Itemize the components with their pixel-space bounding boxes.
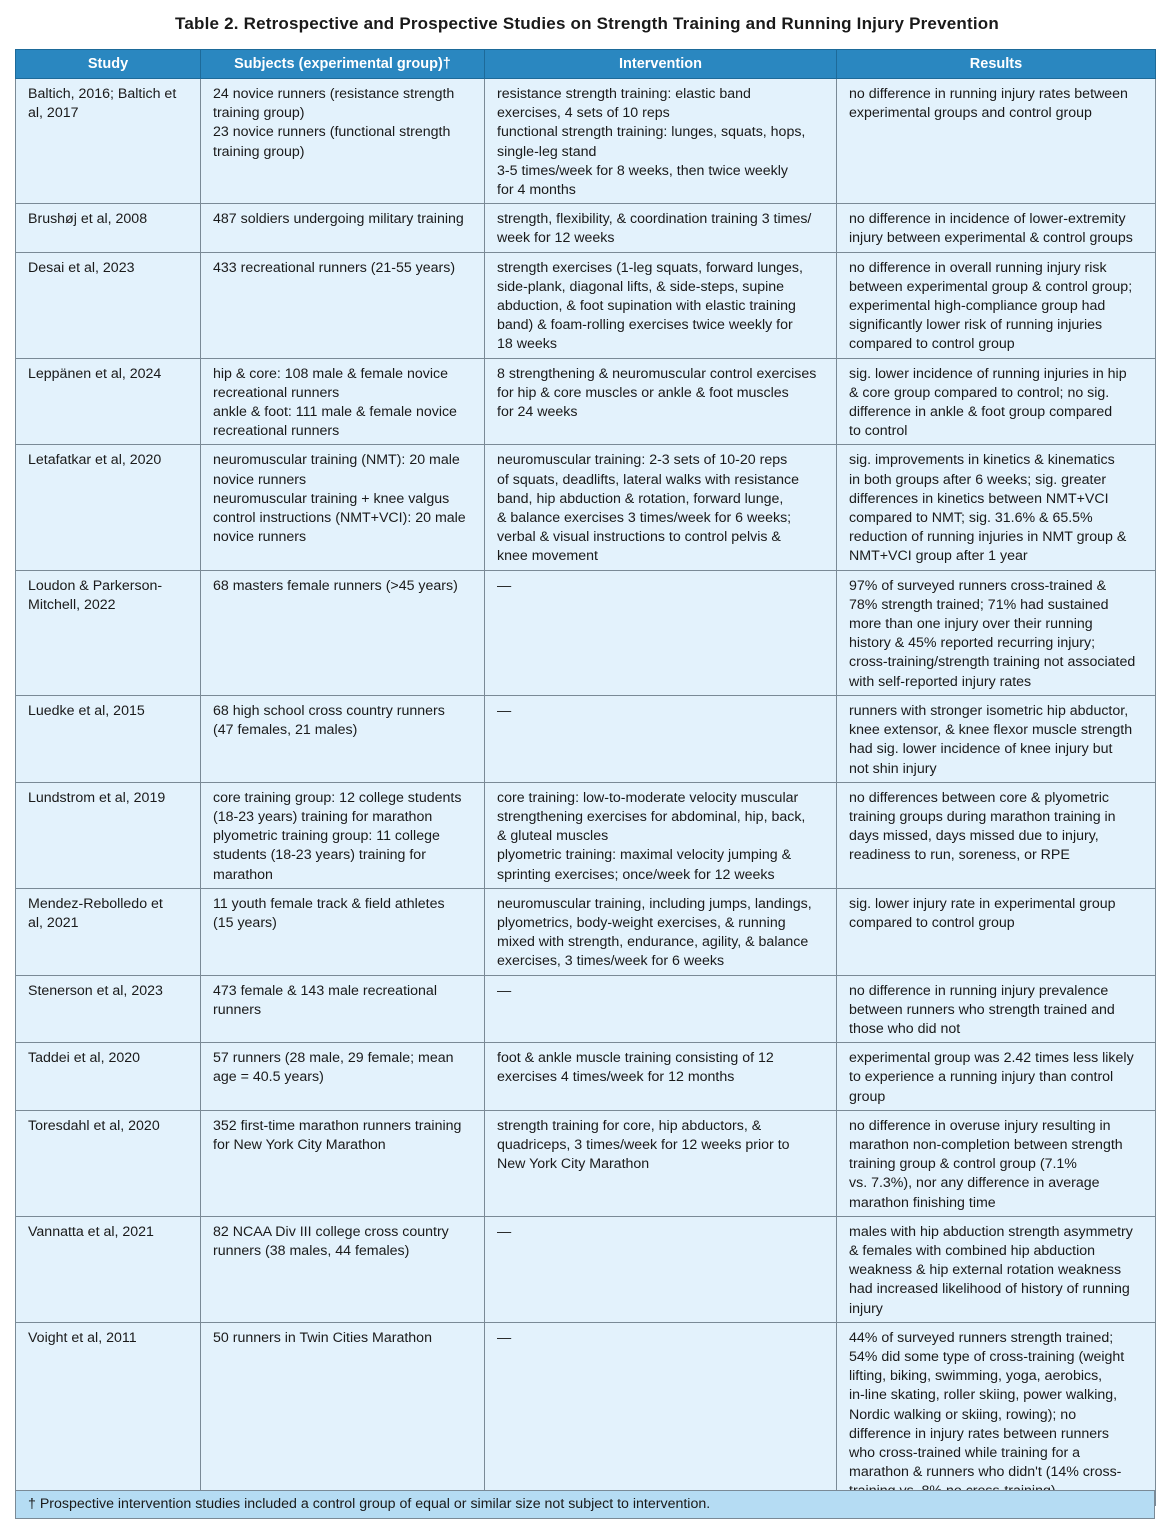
cell-text-line: compared to control group <box>849 336 1015 353</box>
cell-text-line: 11 youth female track & field athletes <box>213 895 445 912</box>
cell-text-line: mixed with strength, endurance, agility, & balance <box>497 934 809 951</box>
cell-text-line: & core group compared to control; no sig. <box>849 384 1110 401</box>
results-cell <box>837 1110 1156 1216</box>
cell-text-line: for hip & core muscles or ankle & foot muscles <box>497 384 789 401</box>
cell-text-line: & gluteal muscles <box>497 828 609 845</box>
intervention-cell <box>485 252 837 358</box>
cell-text-line: hip & core: 108 male & female novice <box>213 365 449 382</box>
cell-text-line: Mitchell, 2022 <box>28 596 116 613</box>
subjects-cell <box>201 1043 485 1111</box>
subjects-cell <box>201 782 485 888</box>
cell-text-line: single-leg stand <box>497 143 597 160</box>
cell-text-line: males with hip abduction strength asymmetry <box>849 1223 1133 1240</box>
cell-text-line: neuromuscular training + knee valgus <box>213 490 450 507</box>
subjects-cell <box>201 695 485 782</box>
results-cell <box>837 358 1156 445</box>
cell-text-line: resistance strength training: elastic band <box>497 86 751 102</box>
cell-text-line: difference in ankle & foot group compared <box>849 404 1113 421</box>
cell-text-line: neuromuscular training, including jumps, landings, <box>497 895 812 912</box>
cell-text-line: training group) <box>213 143 305 160</box>
study-cell <box>16 695 201 782</box>
cell-text-line: more than one injury over their running <box>849 616 1093 633</box>
cell-text-line: quadriceps, 3 times/week for 12 weeks prior to <box>497 1136 790 1153</box>
cell-text-line: sig. improvements in kinetics & kinematics <box>849 452 1115 469</box>
study-cell <box>16 204 201 252</box>
subjects-cell <box>201 1322 485 1505</box>
cell-text-line: 487 soldiers undergoing military training <box>213 211 464 228</box>
cell-text-line: 68 masters female runners (>45 years) <box>213 577 458 594</box>
cell-text-line: significantly lower risk of running injuries <box>849 317 1103 334</box>
cell-text-line: vs. 7.3%), nor any difference in average <box>849 1175 1100 1192</box>
cell-text-line: 433 recreational runners (21-55 years) <box>213 259 456 276</box>
cell-text-line: experimental group was 2.42 times less likely <box>849 1050 1134 1067</box>
cell-text-line: Vannatta et al, 2021 <box>28 1223 154 1240</box>
cell-text-line: Lundstrom et al, 2019 <box>28 789 166 806</box>
cell-text-line: recreational runners <box>213 423 340 440</box>
cell-text-line: Luedke et al, 2015 <box>28 702 145 719</box>
cell-text-line: week for 12 weeks <box>497 230 615 247</box>
table-row <box>16 358 1156 445</box>
cell-text-line: injury <box>849 1300 883 1317</box>
cell-text-line: — <box>497 982 512 999</box>
cell-text-line: to experience a running injury than control <box>849 1069 1114 1086</box>
cell-text-line: training groups during marathon training in <box>849 808 1116 825</box>
cell-text-line: control instructions (NMT+VCI): 20 male <box>213 510 466 527</box>
cell-text-line: runners (38 males, 44 females) <box>213 1242 410 1259</box>
cell-text-line: New York City Marathon <box>497 1156 650 1173</box>
intervention-cell <box>485 1043 837 1111</box>
subjects-cell <box>201 445 485 570</box>
cell-text-line: — <box>497 1223 512 1240</box>
subjects-cell <box>201 252 485 358</box>
intervention-cell <box>485 570 837 695</box>
cell-text-line: between experimental group & control group; <box>849 278 1133 295</box>
cell-text-line: runners with stronger isometric hip abductor, <box>849 702 1129 719</box>
cell-text-line: compared to control group <box>849 914 1015 931</box>
table-row <box>16 204 1156 252</box>
cell-text-line: not shin injury <box>849 760 937 777</box>
cell-text-line: to control <box>849 423 908 440</box>
cell-text-line: for New York City Marathon <box>213 1136 386 1153</box>
study-cell <box>16 782 201 888</box>
cell-text-line: Desai et al, 2023 <box>28 259 135 276</box>
cell-text-line: training group & control group (7.1% <box>849 1156 1077 1173</box>
cell-text-line: Stenerson et al, 2023 <box>28 982 163 999</box>
intervention-cell <box>485 1216 837 1322</box>
intervention-cell <box>485 695 837 782</box>
cell-text-line: no difference in running injury prevalence <box>849 982 1109 999</box>
table-body <box>16 79 1156 1506</box>
cell-text-line: in both groups after 6 weeks; sig. greater <box>849 471 1107 488</box>
intervention-cell <box>485 888 837 975</box>
cell-text-line: between runners who strength trained and <box>849 1001 1115 1018</box>
cell-text-line: (15 years) <box>213 914 277 931</box>
cell-text-line: 44% of surveyed runners strength trained; <box>849 1329 1114 1346</box>
cell-text-line: neuromuscular training (NMT): 20 male <box>213 452 460 469</box>
intervention-cell <box>485 79 837 204</box>
study-cell <box>16 252 201 358</box>
cell-text-line: in-line skating, roller skiing, power walking, <box>849 1387 1118 1404</box>
cell-text-line: Letafatkar et al, 2020 <box>28 452 162 469</box>
cell-text-line: strengthening exercises for abdominal, hip, back, <box>497 808 806 825</box>
table-row <box>16 695 1156 782</box>
cell-text-line: experimental high-compliance group had <box>849 298 1106 315</box>
cell-text-line: injury between experimental & control groups <box>849 230 1133 247</box>
subjects-cell <box>201 570 485 695</box>
study-cell <box>16 1216 201 1322</box>
results-cell <box>837 888 1156 975</box>
cell-text-line: ankle & foot: 111 male & female novice <box>213 404 457 421</box>
table-row <box>16 975 1156 1043</box>
results-cell <box>837 1043 1156 1111</box>
cell-text-line: knee movement <box>497 548 598 565</box>
cell-text-line: al, 2021 <box>28 914 79 931</box>
cell-text-line: (18-23 years) training for marathon <box>213 808 433 825</box>
results-cell <box>837 79 1156 204</box>
cell-text-line: & balance exercises 3 times/week for 6 weeks; <box>497 510 792 527</box>
intervention-cell <box>485 1110 837 1216</box>
subjects-cell <box>201 79 485 204</box>
table-row <box>16 445 1156 570</box>
results-cell <box>837 252 1156 358</box>
cell-text-line: days missed, days missed due to injury, <box>849 828 1099 845</box>
cell-text-line: Brushøj et al, 2008 <box>28 211 148 228</box>
cell-text-line: no difference in incidence of lower-extremity <box>849 211 1126 228</box>
cell-text-line: had increased likelihood of history of running <box>849 1281 1130 1298</box>
cell-text-line: verbal & visual instructions to control pelvis & <box>497 529 781 546</box>
cell-text-line: Baltich, 2016; Baltich et <box>28 86 177 102</box>
subjects-cell <box>201 975 485 1043</box>
cell-text-line: marathon finishing time <box>849 1194 996 1211</box>
results-cell <box>837 1322 1156 1505</box>
study-cell <box>16 1043 201 1111</box>
study-cell <box>16 79 201 204</box>
table-row <box>16 888 1156 975</box>
cell-text-line: runners <box>213 1001 262 1018</box>
study-cell <box>16 1322 201 1505</box>
cell-text-line: 352 first-time marathon runners training <box>213 1117 462 1134</box>
table-row <box>16 782 1156 888</box>
cell-text-line: & females with combined hip abduction <box>849 1242 1096 1259</box>
cell-text-line: strength, flexibility, & coordination training 3 times/ <box>497 211 812 228</box>
results-cell <box>837 975 1156 1043</box>
subjects-cell <box>201 358 485 445</box>
cell-text-line: history & 45% reported recurring injury; <box>849 635 1096 652</box>
column-header-study: Study <box>16 50 201 79</box>
intervention-cell <box>485 358 837 445</box>
cell-text-line: no difference in overall running injury risk <box>849 259 1107 276</box>
table-row <box>16 1110 1156 1216</box>
cell-text-line: neuromuscular training: 2-3 sets of 10-20 reps <box>497 452 788 469</box>
cell-text-line: for 4 months <box>497 182 576 199</box>
cell-text-line: core training group: 12 college students <box>213 789 462 806</box>
cell-text-line: 18 weeks <box>497 336 557 353</box>
cell-text-line: exercises 4 times/week for 12 months <box>497 1069 735 1086</box>
intervention-cell <box>485 204 837 252</box>
cell-text-line: 57 runners (28 male, 29 female; mean <box>213 1050 454 1067</box>
intervention-cell <box>485 782 837 888</box>
cell-text-line: marathon & runners who didn't (14% cross- <box>849 1464 1122 1481</box>
study-cell <box>16 1110 201 1216</box>
cell-text-line: with self-reported injury rates <box>849 673 1032 690</box>
cell-text-line: Toresdahl et al, 2020 <box>28 1117 160 1134</box>
cell-text-line: strength exercises (1-leg squats, forward lunges, <box>497 259 803 276</box>
cell-text-line: novice runners <box>213 471 307 488</box>
cell-text-line: marathon non-completion between strength <box>849 1136 1123 1153</box>
table-row <box>16 79 1156 204</box>
cell-text-line: 473 female & 143 male recreational <box>213 982 437 999</box>
cell-text-line: no difference in overuse injury resulting in <box>849 1117 1111 1134</box>
cell-text-line: (47 females, 21 males) <box>213 722 358 739</box>
cell-text-line: abduction, & foot supination with elastic training <box>497 298 796 315</box>
column-header-results: Results <box>837 50 1156 79</box>
table-row <box>16 1322 1156 1505</box>
studies-table <box>15 49 1156 1506</box>
cell-text-line: 97% of surveyed runners cross-trained & <box>849 577 1107 594</box>
cell-text-line: Taddei et al, 2020 <box>28 1050 141 1067</box>
cell-text-line: training group) <box>213 105 305 122</box>
cell-text-line: — <box>497 702 512 719</box>
cell-text-line: 82 NCAA Div III college cross country <box>213 1223 449 1240</box>
cell-text-line: 24 novice runners (resistance strength <box>213 86 455 102</box>
study-cell <box>16 888 201 975</box>
study-cell <box>16 570 201 695</box>
table-header-row <box>16 50 1156 79</box>
results-cell <box>837 695 1156 782</box>
column-header-intervention: Intervention <box>485 50 837 79</box>
column-header-subjects: Subjects (experimental group)† <box>201 50 485 79</box>
cell-text-line: no difference in running injury rates between <box>849 86 1128 102</box>
cell-text-line: sig. lower incidence of running injuries in hip <box>849 365 1127 382</box>
cell-text-line: plyometrics, body-weight exercises, & running <box>497 914 786 931</box>
results-cell <box>837 782 1156 888</box>
cell-text-line: exercises, 3 times/week for 6 weeks <box>497 953 725 970</box>
table-footnote: † Prospective intervention studies included a control group of equal or similar size not subject to intervention. <box>15 1490 1155 1519</box>
table-row <box>16 1216 1156 1322</box>
results-cell <box>837 445 1156 570</box>
cell-text-line: — <box>497 577 512 594</box>
table-row <box>16 570 1156 695</box>
intervention-cell <box>485 445 837 570</box>
cell-text-line: Nordic walking or skiing, rowing); no <box>849 1406 1077 1423</box>
cell-text-line: 54% did some type of cross-training (weight <box>849 1348 1125 1365</box>
cell-text-line: group <box>849 1088 886 1105</box>
subjects-cell <box>201 204 485 252</box>
results-cell <box>837 570 1156 695</box>
cell-text-line: Leppänen et al, 2024 <box>28 365 162 382</box>
cell-text-line: NMT+VCI group after 1 year <box>849 548 1028 565</box>
cell-text-line: students (18-23 years) training for <box>213 847 426 864</box>
cell-text-line: sprinting exercises; once/week for 12 weeks <box>497 866 775 883</box>
cell-text-line: recreational runners <box>213 384 340 401</box>
cell-text-line: plyometric training: maximal velocity jumping & <box>497 847 792 864</box>
cell-text-line: of squats, deadlifts, lateral walks with resistance <box>497 471 800 488</box>
cell-text-line: no differences between core & plyometric <box>849 789 1109 806</box>
cell-text-line: 8 strengthening & neuromuscular control exercises <box>497 365 817 382</box>
cell-text-line: strength training for core, hip abductors, & <box>497 1117 762 1134</box>
cell-text-line: plyometric training group: 11 college <box>213 828 440 845</box>
cell-text-line: band, hip abduction & rotation, forward lunge, <box>497 490 784 507</box>
subjects-cell <box>201 1216 485 1322</box>
table-row <box>16 252 1156 358</box>
cell-text-line: band) & foam-rolling exercises twice weekly for <box>497 317 793 334</box>
cell-text-line: — <box>497 1329 512 1346</box>
cell-text-line: 78% strength trained; 71% had sustained <box>849 596 1109 613</box>
cell-text-line: al, 2017 <box>28 105 79 122</box>
table-title: Table 2. Retrospective and Prospective Studies on Strength Training and Running Injury Prevention <box>175 14 999 33</box>
cell-text-line: sig. lower injury rate in experimental group <box>849 895 1116 912</box>
cell-text-line: 68 high school cross country runners <box>213 702 445 719</box>
cell-text-line: differences in kinetics between NMT+VCI <box>849 490 1109 507</box>
cell-text-line: foot & ankle muscle training consisting of 12 <box>497 1050 774 1067</box>
subjects-cell <box>201 1110 485 1216</box>
cell-text-line: exercises, 4 sets of 10 reps <box>497 105 670 122</box>
cell-text-line: functional strength training: lunges, squats, hops, <box>497 124 806 141</box>
cell-text-line: lifting, biking, swimming, yoga, aerobics, <box>849 1368 1103 1385</box>
cell-text-line: difference in injury rates between runners <box>849 1425 1109 1442</box>
cell-text-line: knee extensor, & knee flexor muscle strength <box>849 722 1133 739</box>
cell-text-line: 50 runners in Twin Cities Marathon <box>213 1329 432 1346</box>
study-cell <box>16 975 201 1043</box>
cell-text-line: Voight et al, 2011 <box>28 1329 137 1346</box>
results-cell <box>837 1216 1156 1322</box>
subjects-cell <box>201 888 485 975</box>
cell-text-line: had sig. lower incidence of knee injury but <box>849 741 1113 758</box>
cell-text-line: Mendez-Rebolledo et <box>28 895 163 912</box>
intervention-cell <box>485 1322 837 1505</box>
study-cell <box>16 358 201 445</box>
cell-text-line: side-plank, diagonal lifts, & side-steps, supine <box>497 278 785 295</box>
cell-text-line: 3-5 times/week for 8 weeks, then twice weekly <box>497 162 788 179</box>
cell-text-line: age = 40.5 years) <box>213 1069 324 1086</box>
cell-text-line: for 24 weeks <box>497 404 578 421</box>
cell-text-line: cross-training/strength training not associated <box>849 654 1136 671</box>
cell-text-line: core training: low-to-moderate velocity muscular <box>497 789 799 806</box>
study-cell <box>16 445 201 570</box>
results-cell <box>837 204 1156 252</box>
cell-text-line: compared to NMT; sig. 31.6% & 65.5% <box>849 510 1093 527</box>
cell-text-line: those who did not <box>849 1020 961 1037</box>
cell-text-line: Loudon & Parkerson- <box>28 577 163 594</box>
cell-text-line: 23 novice runners (functional strength <box>213 124 451 141</box>
cell-text-line: marathon <box>213 866 273 883</box>
cell-text-line: readiness to run, soreness, or RPE <box>849 847 1070 864</box>
cell-text-line: experimental groups and control group <box>849 105 1092 122</box>
table-row <box>16 1043 1156 1111</box>
cell-text-line: who cross-trained while training for a <box>849 1445 1081 1461</box>
cell-text-line: novice runners <box>213 529 307 546</box>
intervention-cell <box>485 975 837 1043</box>
cell-text-line: weakness & hip external rotation weakness <box>849 1262 1122 1279</box>
cell-text-line: reduction of running injuries in NMT group & <box>849 529 1127 546</box>
